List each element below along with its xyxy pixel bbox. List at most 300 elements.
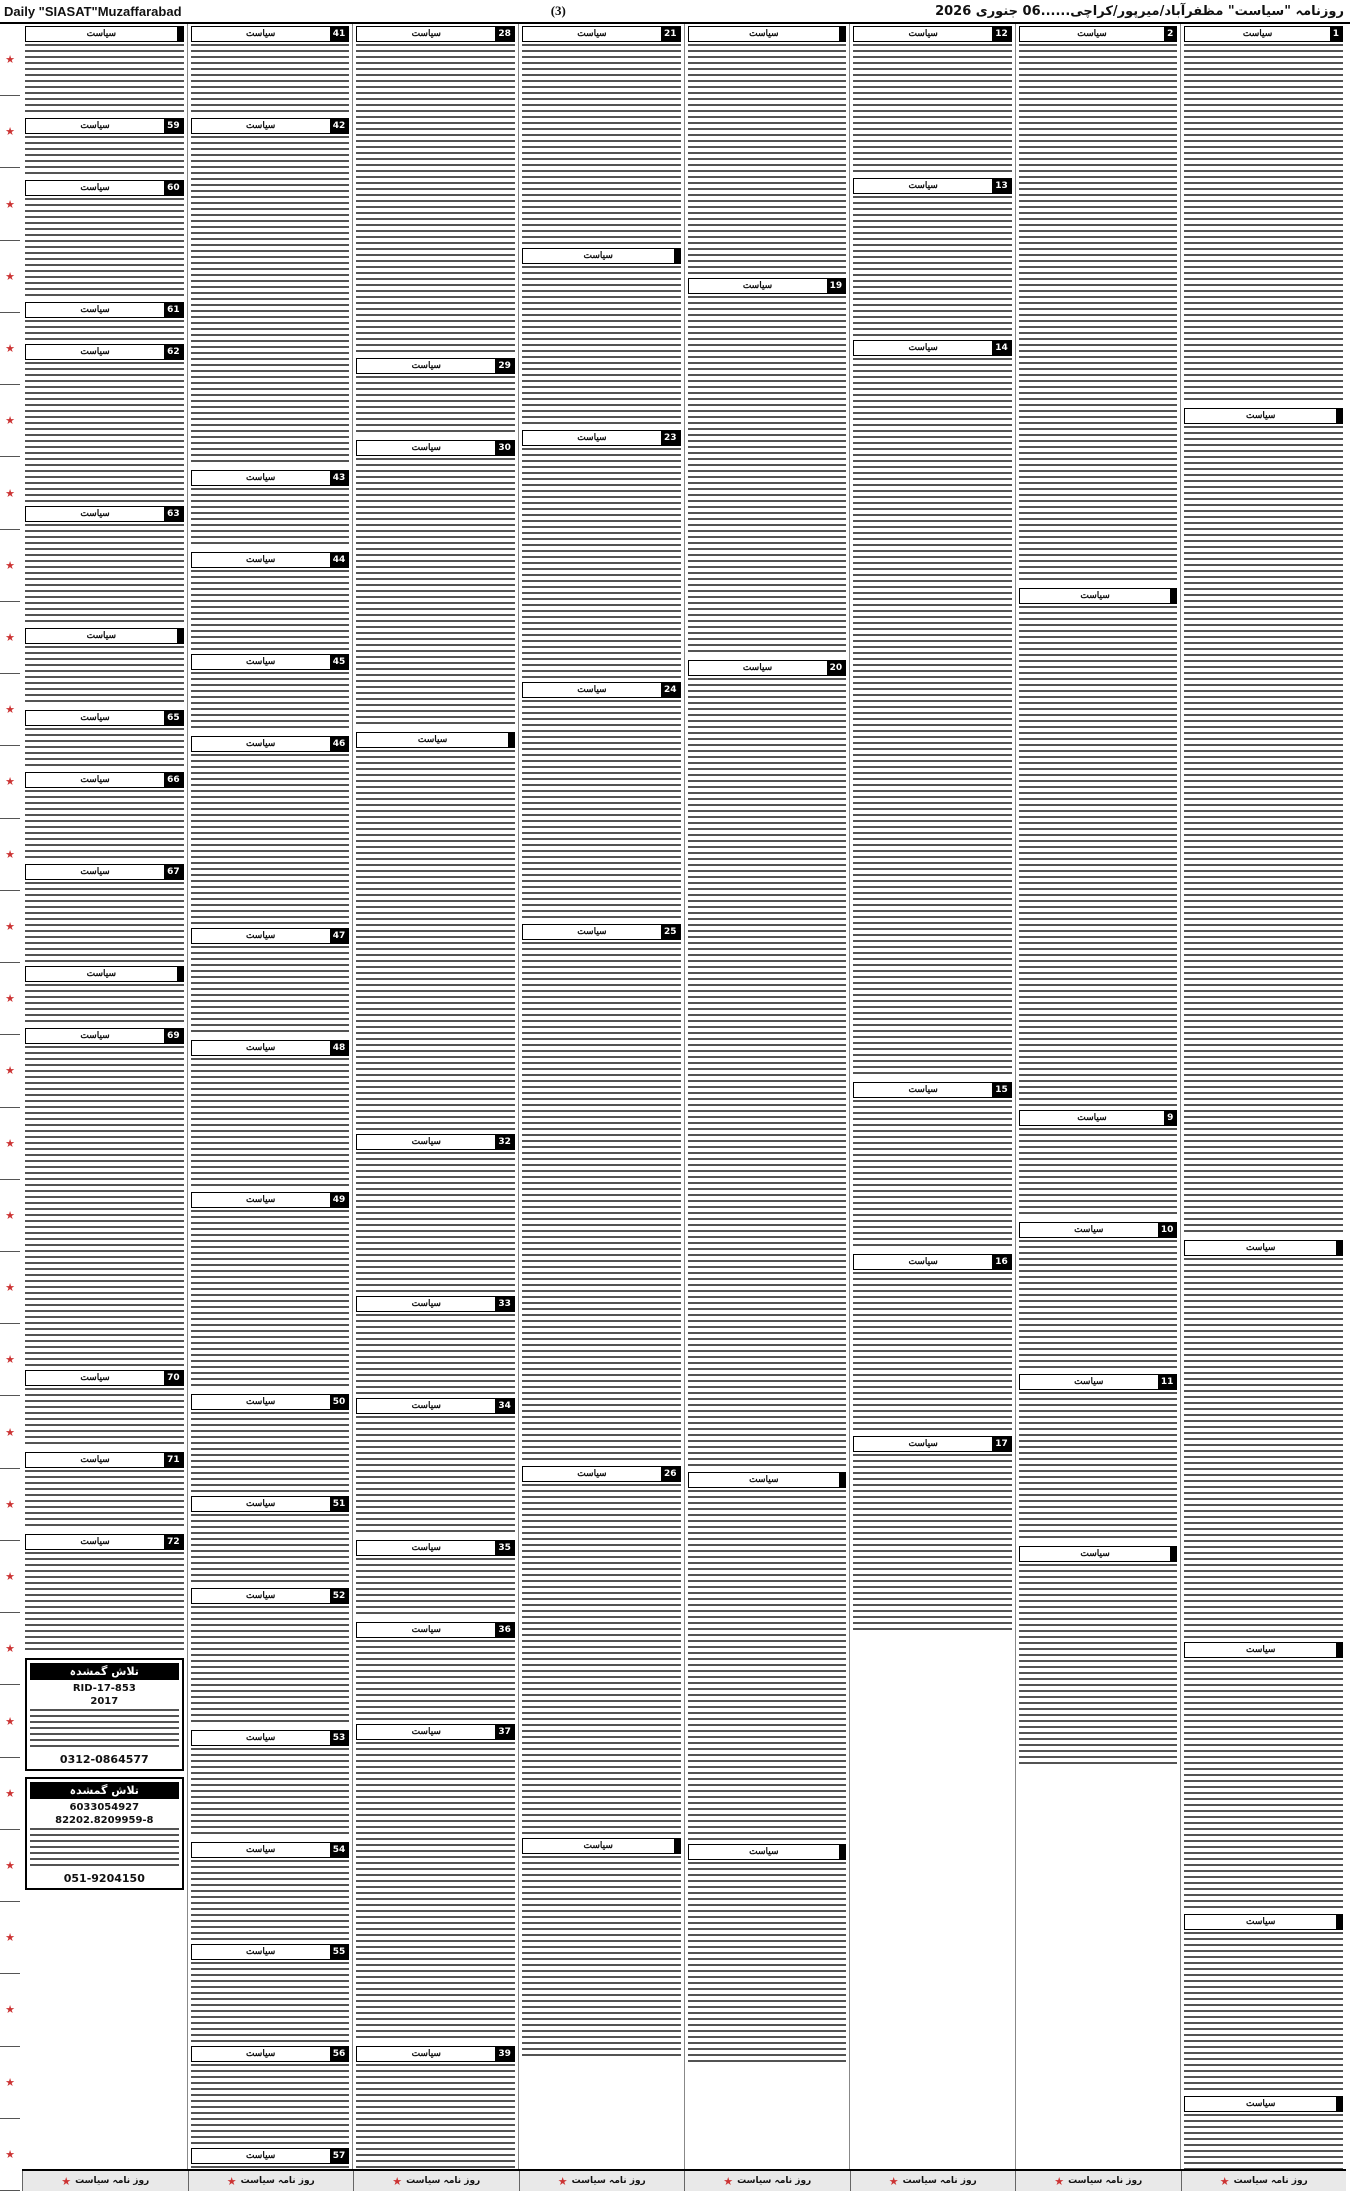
news-item [853,1436,1012,1634]
item-heading [853,26,1012,42]
sidebar-segment [0,746,20,818]
item-body-text [853,196,1012,336]
item-heading [688,660,847,676]
item-heading [1184,408,1343,424]
item-heading [25,966,184,982]
heading-logo: سیاست [245,931,276,941]
star-icon: ★ [5,269,15,283]
notice-phone: 0312-0864577 [59,1753,149,1766]
item-body-text [191,1860,350,1940]
heading-logo: سیاست [245,1499,276,1509]
item-heading [191,552,350,568]
footer-segment [1015,2171,1181,2191]
news-item [356,1134,515,1292]
item-heading [522,924,681,940]
item-body-text [522,266,681,426]
heading-logo: سیاست [86,969,116,979]
sidebar-segment [0,1541,20,1613]
sidebar-segment [0,1974,20,2046]
star-icon: ★ [5,847,15,861]
star-icon: ★ [5,1858,15,1872]
heading-logo: سیاست [1245,411,1276,421]
sidebar-segment [0,891,20,963]
sidebar-segment [0,1252,20,1324]
item-heading [688,1472,847,1488]
item-body-text [191,1210,350,1390]
item-heading [522,1466,681,1482]
news-item [688,278,847,656]
item-number-badge: 30 [495,441,514,455]
item-heading [1019,1222,1178,1238]
item-body-text [1019,1392,1178,1542]
item-number-badge: 52 [330,1589,349,1603]
notice-line: 82202.8209959-8 [55,1815,154,1826]
item-heading [25,1028,184,1044]
sidebar-segment [0,1396,20,1468]
news-item [25,26,184,114]
heading-logo: سیاست [80,347,110,357]
news-item [191,1040,350,1188]
star-icon: ★ [888,2174,899,2188]
item-body-text [191,1748,350,1838]
heading-logo: سیاست [80,1537,110,1547]
heading-logo: سیاست [245,1397,276,1407]
item-heading [356,358,515,374]
item-body-text [853,1454,1012,1634]
item-heading [191,654,350,670]
heading-logo: سیاست [245,1845,276,1855]
item-number-badge: 16 [992,1255,1011,1269]
item-number-badge: 2 [1164,27,1176,41]
news-item [356,2046,515,2169]
item-number-badge: 65 [164,711,183,725]
item-number-badge: 33 [495,1297,514,1311]
item-heading [522,682,681,698]
item-body-text [191,488,350,548]
item-heading [191,2046,350,2062]
news-column [352,24,518,2169]
news-item [853,1254,1012,1432]
news-column [1180,24,1346,2169]
heading-logo: سیاست [80,713,110,723]
star-icon: ★ [5,2147,15,2161]
item-heading [688,26,847,42]
item-heading [191,118,350,134]
news-item [25,772,184,860]
item-number-badge [177,27,183,41]
item-heading [1019,1546,1178,1562]
footer-label: روز نامہ سیاست [240,2176,315,2186]
footer-segment [850,2171,1016,2191]
item-body-text [25,646,184,706]
item-heading [25,1370,184,1386]
item-body-text [25,728,184,768]
news-column [187,24,353,2169]
heading-logo: سیاست [1245,1917,1276,1927]
item-number-badge: 61 [164,303,183,317]
item-heading [25,1534,184,1550]
item-body-text [25,1388,184,1448]
item-body-text [1019,1128,1178,1218]
sidebar-segment [0,530,20,602]
news-item [688,1844,847,2062]
news-item [25,1370,184,1448]
item-number-badge: 10 [1158,1223,1177,1237]
sidebar-segment [0,1685,20,1757]
news-item [1019,26,1178,584]
item-body-text [191,672,350,732]
heading-logo: سیاست [1074,1377,1104,1387]
sidebar-segment [0,1324,20,1396]
news-column [1015,24,1181,2169]
item-heading [25,710,184,726]
star-icon: ★ [5,992,15,1006]
news-item [191,26,350,114]
news-item [191,654,350,732]
sidebar-segment [0,168,20,240]
sidebar-segment [0,602,20,674]
sidebar-segment [0,1469,20,1541]
item-heading [1184,1642,1343,1658]
heading-logo: سیاست [577,927,607,937]
news-item [356,1398,515,1536]
news-item [522,1838,681,2056]
sidebar-segment [0,385,20,457]
item-number-badge: 45 [330,655,349,669]
item-number-badge [177,629,183,643]
heading-logo: سیاست [1080,591,1110,601]
news-item [1184,2096,1343,2169]
heading-logo: سیاست [908,343,938,353]
news-item [191,118,350,466]
news-item [356,358,515,436]
heading-logo: سیاست [1245,2099,1276,2109]
news-item [356,440,515,728]
heading-logo: سیاست [417,735,448,745]
sidebar-segment [0,241,20,313]
item-number-badge: 42 [330,119,349,133]
heading-logo: سیاست [411,1727,441,1737]
item-heading [191,1394,350,1410]
item-heading [853,1254,1012,1270]
sidebar-segment [0,1035,20,1107]
item-heading [25,344,184,360]
item-number-badge [674,249,680,263]
item-body-text [688,296,847,656]
heading-logo: سیاست [411,1401,441,1411]
item-body-text [25,1046,184,1366]
heading-logo: سیاست [1245,1645,1276,1655]
heading-logo: سیاست [411,1137,441,1147]
item-body-text [1184,1258,1343,1638]
item-number-badge: 25 [661,925,680,939]
item-body-text [191,570,350,650]
news-item [356,1540,515,1618]
item-number-badge [177,967,183,981]
heading-logo: سیاست [80,509,110,519]
masthead [0,0,1350,24]
item-number-badge: 59 [164,119,183,133]
item-heading [1019,1110,1178,1126]
item-number-badge [839,27,845,41]
item-heading [853,178,1012,194]
item-heading [1019,588,1178,604]
heading-logo: سیاست [80,775,110,785]
item-body-text [853,358,1012,1078]
star-icon: ★ [5,486,15,500]
footer-segment [1181,2171,1347,2191]
star-icon: ★ [5,125,15,139]
item-body-text [522,700,681,920]
heading-logo: سیاست [411,1299,441,1309]
item-number-badge: 54 [330,1843,349,1857]
news-item [25,506,184,624]
item-body-text [25,44,184,114]
item-number-badge: 20 [827,661,846,675]
item-number-badge: 43 [330,471,349,485]
notice-line: 2017 [90,1696,119,1707]
item-number-badge: 32 [495,1135,514,1149]
heading-logo: سیاست [80,1373,110,1383]
news-item [356,26,515,354]
footer-label: روز نامہ سیاست [571,2176,646,2186]
item-number-badge: 17 [992,1437,1011,1451]
heading-logo: سیاست [908,29,938,39]
sidebar-segment [0,96,20,168]
item-body-text [356,376,515,436]
heading-logo: سیاست [749,1847,779,1857]
news-item [853,1082,1012,1250]
item-body-text [191,136,350,466]
heading-logo: سیاست [1080,1549,1110,1559]
heading-logo: سیاست [80,1455,110,1465]
item-body-text [1019,1240,1178,1370]
star-icon: ★ [5,1208,15,1222]
item-body-text [688,1862,847,2062]
news-item [25,302,184,340]
heading-logo: سیاست [908,1085,938,1095]
heading-logo: سیاست [908,181,938,191]
item-number-badge [1170,589,1176,603]
star-icon: ★ [5,1570,15,1584]
sidebar-segment [0,1108,20,1180]
item-body-text [191,946,350,1036]
heading-logo: سیاست [245,473,276,483]
heading-logo: سیاست [80,183,110,193]
item-number-badge: 14 [992,341,1011,355]
item-body-text [1019,44,1178,584]
heading-logo: سیاست [245,1043,276,1053]
star-icon: ★ [5,197,15,211]
item-heading [25,1452,184,1468]
heading-logo: سیاست [245,1591,276,1601]
news-item [522,1466,681,1834]
heading-logo: سیاست [577,685,607,695]
star-icon: ★ [5,630,15,644]
item-heading [25,302,184,318]
star-icon: ★ [557,2174,568,2188]
item-number-badge: 57 [330,2149,349,2163]
item-heading [356,1622,515,1638]
item-number-badge: 23 [661,431,680,445]
item-body-text [356,44,515,354]
sidebar-segment [0,457,20,529]
item-number-badge: 35 [495,1541,514,1555]
heading-logo: سیاست [1242,29,1273,39]
item-number-badge [1336,1241,1342,1255]
news-item [688,660,847,1468]
sidebar-segment [0,313,20,385]
sidebar-segment [0,819,20,891]
item-body-text [688,44,847,274]
footer-label: روز نامہ سیاست [1068,2176,1143,2186]
item-heading [356,2046,515,2062]
news-column [22,24,187,2169]
star-icon: ★ [5,2003,15,2017]
item-body-text [853,1100,1012,1250]
item-body-text [191,1606,350,1726]
heading-logo: سیاست [577,433,607,443]
item-heading [853,1082,1012,1098]
item-heading [25,180,184,196]
sidebar-segment [0,1613,20,1685]
heading-logo: سیاست [245,1947,276,1957]
left-sidebar-strip [0,24,20,2191]
item-body-text [522,44,681,244]
item-body-text [356,1314,515,1394]
item-heading [25,864,184,880]
news-item [191,1192,350,1390]
page-number: (3) [550,3,566,18]
star-icon: ★ [5,919,15,933]
item-body-text [191,2064,350,2144]
footer-label: روز نامہ سیاست [1233,2176,1308,2186]
news-item [1019,588,1178,1106]
heading-logo: سیاست [245,657,276,667]
item-heading [1019,26,1178,42]
notice-phone: 051-9204150 [63,1872,145,1885]
item-heading [191,1842,350,1858]
news-item [191,2046,350,2144]
item-number-badge: 72 [164,1535,183,1549]
notice-title: تلاش گمشدہ [30,1663,179,1680]
item-body-text [1184,2114,1343,2169]
item-heading [1019,1374,1178,1390]
item-number-badge [1336,409,1342,423]
sidebar-segment [0,1758,20,1830]
news-item [1184,1914,1343,2092]
item-number-badge: 46 [330,737,349,751]
item-heading [1184,26,1343,42]
item-number-badge: 41 [330,27,349,41]
heading-logo: سیاست [577,29,607,39]
star-icon: ★ [5,53,15,67]
item-body-text [356,1558,515,1618]
item-body-text [356,750,515,1130]
item-body-text [356,458,515,728]
item-heading [191,1730,350,1746]
item-body-text [1019,1564,1178,1764]
footer-segment [22,2171,188,2191]
news-item [25,628,184,706]
star-icon: ★ [5,342,15,356]
item-body-text [191,754,350,924]
item-number-badge: 63 [164,507,183,521]
heading-logo: سیاست [80,121,110,131]
lost-notice [25,1658,184,1771]
news-item [853,340,1012,1078]
item-heading [191,26,350,42]
item-heading [356,26,515,42]
item-number-badge: 47 [330,929,349,943]
news-item [191,470,350,548]
item-number-badge: 48 [330,1041,349,1055]
item-heading [522,248,681,264]
news-item [25,118,184,176]
item-body-text [191,1058,350,1188]
star-icon: ★ [5,1281,15,1295]
item-heading [191,2148,350,2164]
item-number-badge [1336,1643,1342,1657]
item-body-text [356,1742,515,2042]
news-column [684,24,850,2169]
item-number-badge: 62 [164,345,183,359]
item-number-badge: 11 [1158,1375,1177,1389]
item-number-badge: 34 [495,1399,514,1413]
lost-notice [25,1777,184,1890]
item-heading [522,430,681,446]
item-body-text [25,1470,184,1530]
news-item [853,26,1012,174]
heading-logo: سیاست [411,2049,441,2059]
item-body-text [191,1412,350,1492]
news-item [688,1472,847,1840]
heading-logo: سیاست [411,361,441,371]
item-body-text [25,136,184,176]
item-number-badge: 55 [330,1945,349,1959]
heading-logo: سیاست [411,29,441,39]
news-item [688,26,847,274]
news-item [191,1394,350,1492]
news-item [191,928,350,1036]
heading-logo: سیاست [86,29,116,39]
item-number-badge: 24 [661,683,680,697]
news-columns [22,24,1346,2169]
news-item [191,2148,350,2169]
news-item [1019,1110,1178,1218]
item-number-badge [1170,1547,1176,1561]
item-number-badge: 39 [495,2047,514,2061]
item-body-text [356,1640,515,1720]
item-heading [25,26,184,42]
item-heading [688,278,847,294]
footer-segment [519,2171,685,2191]
item-number-badge: 15 [992,1083,1011,1097]
masthead-urdu-title: روزنامہ "سیاست" مظفرآباد/میرپور/کراچی......06 جنوری 2026 [935,3,1344,19]
news-item [522,430,681,678]
news-item [25,344,184,502]
heading-logo: سیاست [742,663,773,673]
item-body-text [1184,1660,1343,1910]
item-heading [522,26,681,42]
heading-logo: سیاست [749,1475,779,1485]
star-icon: ★ [723,2174,734,2188]
item-heading [522,1838,681,1854]
heading-logo: سیاست [80,867,110,877]
star-icon: ★ [5,1064,15,1078]
news-item [191,1730,350,1838]
notice-body-text [30,1709,179,1749]
